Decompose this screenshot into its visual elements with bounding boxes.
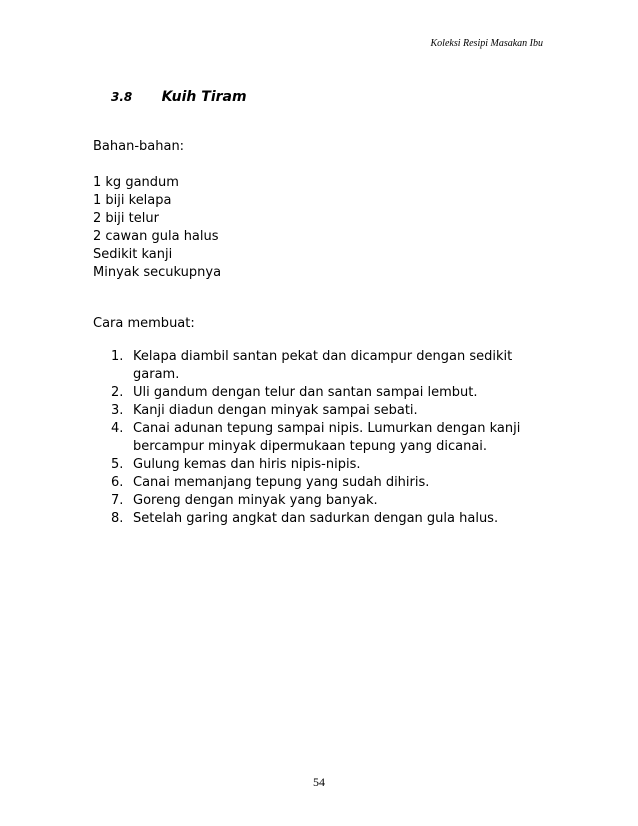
ingredient-item: Sedikit kanji — [93, 247, 173, 262]
step-text: Canai memanjang tepung yang sudah dihiris. — [133, 475, 430, 490]
page-number: 54 — [313, 775, 325, 789]
step-number: 2. — [111, 385, 124, 400]
step-text: Uli gandum dengan telur dan santan sampai lembut. — [133, 385, 478, 400]
step-number: 5. — [111, 457, 124, 472]
step-number: 8. — [111, 511, 124, 526]
section-heading — [111, 86, 247, 105]
step-text: Kelapa diambil santan pekat dan dicampur dengan sedikit garam. — [133, 349, 513, 382]
section-number: 3.8 — [111, 90, 133, 104]
step-number: 7. — [111, 493, 124, 508]
ingredient-item: Minyak secukupnya — [93, 265, 222, 280]
ingredient-item: 1 kg gandum — [93, 175, 179, 190]
method-step — [0, 384, 528, 402]
method-step — [0, 402, 528, 420]
method-step — [0, 510, 528, 528]
ingredients-label: Bahan-bahan: — [93, 139, 185, 154]
step-text: Goreng dengan minyak yang banyak. — [133, 493, 378, 508]
step-text: Kanji diadun dengan minyak sampai sebati. — [133, 403, 418, 418]
ingredient-item: 2 biji telur — [93, 211, 159, 226]
section-title: Kuih Tiram — [161, 89, 247, 105]
ingredients-list — [93, 174, 221, 282]
method-step — [0, 420, 528, 456]
method-step — [0, 492, 528, 510]
method-steps-list — [0, 348, 638, 528]
step-text: Canai adunan tepung sampai nipis. Lumurkan dengan kanji bercampur minyak dipermukaan tepung yang dicanai. — [133, 421, 521, 454]
ingredient-item: 2 cawan gula halus — [93, 229, 219, 244]
step-text: Gulung kemas dan hiris nipis-nipis. — [133, 457, 361, 472]
method-step — [0, 348, 528, 384]
step-number: 6. — [111, 475, 124, 490]
step-number: 1. — [111, 349, 124, 364]
method-step — [0, 456, 528, 474]
method-step — [0, 474, 528, 492]
step-text: Setelah garing angkat dan sadurkan dengan gula halus. — [133, 511, 499, 526]
method-label: Cara membuat: — [93, 316, 195, 331]
running-header: Koleksi Resipi Masakan Ibu — [430, 38, 543, 49]
step-number: 3. — [111, 403, 124, 418]
ingredient-item: 1 biji kelapa — [93, 193, 172, 208]
step-number: 4. — [111, 421, 124, 436]
